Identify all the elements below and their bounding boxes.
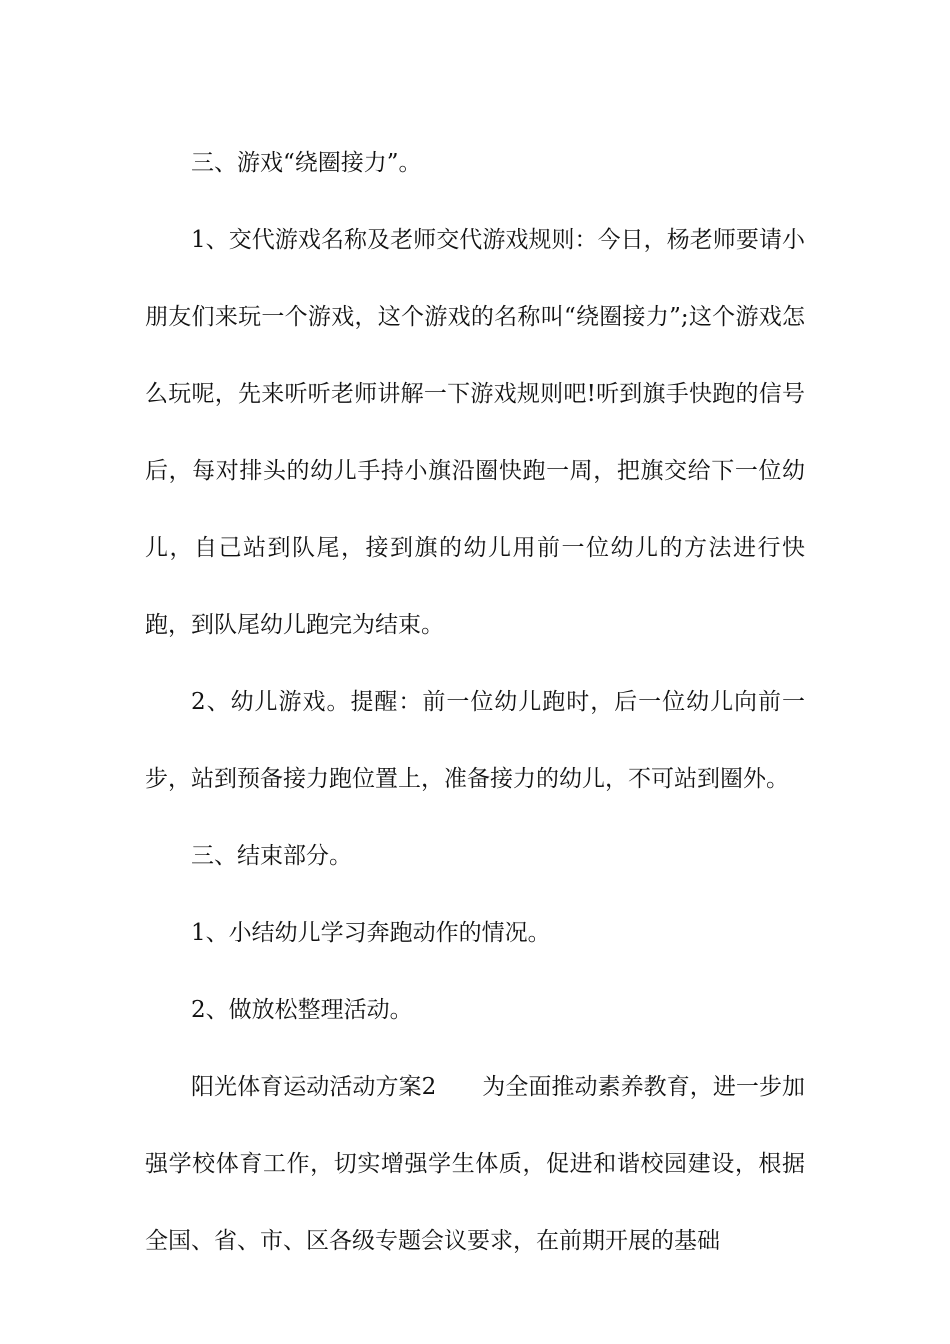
section-heading-ending: 三、结束部分。 [191,843,352,869]
section-heading-game: 三、游戏“绕圈接力”。 [191,150,422,176]
paragraph-children-play: 2、幼儿游戏。提醒：前一位幼儿跑时，后一位幼儿向前一步，站到预备接力跑位置上，准备接力的幼儿，不可站到圈外。 [145,689,805,792]
plan-2-heading: 阳光体育运动活动方案2 [191,1074,437,1100]
paragraph-summary: 1、小结幼儿学习奔跑动作的情况。 [191,920,551,946]
document-body [145,125,805,1280]
paragraph-plan-2 [145,1049,805,1280]
plan-2-body: 为全面推动素养教育，进一步加强学校体育工作，切实增强学生体质，促进和谐校园建设，根据全国、省、市、区各级专题会议要求，在前期开展的基础 [145,1074,805,1254]
paragraph-relax: 2、做放松整理活动。 [191,997,413,1023]
paragraph-game-rules: 1、交代游戏名称及老师交代游戏规则：今日，杨老师要请小朋友们来玩一个游戏，这个游戏的名称叫“绕圈接力”;这个游戏怎么玩呢，先来听听老师讲解一下游戏规则吧!听到旗手快跑的信号后，每对排头的幼儿手持小旗沿圈快跑一周，把旗交给下一位幼儿，自己站到队尾，接到旗的幼儿用前一位幼儿的方法进行快跑，到队尾幼儿跑完为结束。 [145,227,805,638]
